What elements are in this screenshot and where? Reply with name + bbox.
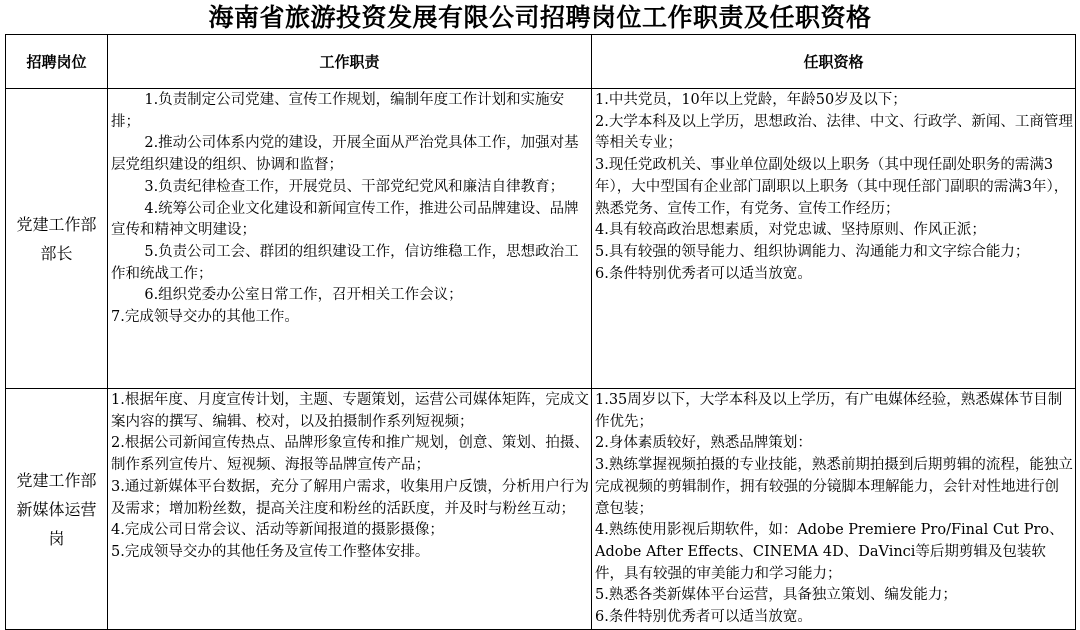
table-row xyxy=(6,89,1076,389)
duty-item: 4.完成公司日常会议、活动等新闻报道的摄影摄像； xyxy=(111,522,444,539)
qualification-item: 6.条件特别优秀者可以适当放宽。 xyxy=(595,609,812,626)
duty-item: 6.组织党委办公室日常工作，召开相关工作会议； xyxy=(144,287,463,304)
qualification-item: 5.熟悉各类新媒体平台运营，具备独立策划、编发能力； xyxy=(595,587,957,604)
qualification-item: 1.35周岁以下，大学本科及以上学历，有广电媒体经验，熟悉媒体节目制作优先； xyxy=(595,392,1063,430)
qualification-item: 3.熟练掌握视频拍摄的专业技能，熟悉前期拍摄到后期剪辑的流程，能独立完成视频的剪辑制作，拥有较强的分镜脚本理解能力，会针对性地进行创意包装； xyxy=(595,457,1073,517)
qualifications-cell xyxy=(592,89,1076,389)
header-duties: 工作职责 xyxy=(108,35,592,89)
duties-cell xyxy=(108,89,592,389)
duty-item: 7.完成领导交办的其他工作。 xyxy=(111,309,299,326)
qualification-item: 1.中共党员，10年以上党龄，年龄50岁及以下； xyxy=(595,92,907,108)
qualification-item: 4.熟练使用影视后期软件，如：Adobe Premiere Pro/Final Cut Pro、Adobe After Effects、CINEMA 4D、DaVinci等后期剪辑及包装软件，具有较强的审美能力和学习能力； xyxy=(595,522,1064,582)
table-header-row xyxy=(6,35,1076,89)
duty-item: 3.负责纪律检查工作，开展党员、干部党纪党风和廉洁自律教育； xyxy=(144,178,565,195)
duty-item: 2.推动公司体系内党的建设，开展全面从严治党具体工作，加强对基层党组织建设的组织、协调和监督； xyxy=(111,135,579,174)
qualification-item: 2.大学本科及以上学历，思想政治、法律、中文、行政学、新闻、工商管理等相关专业； xyxy=(595,113,1073,152)
position-cell: 党建工作部新媒体运营岗 xyxy=(6,389,108,630)
page-title: 海南省旅游投资发展有限公司招聘岗位工作职责及任职资格 xyxy=(208,3,872,32)
duty-item: 4.统筹公司企业文化建设和新闻宣传工作，推进公司品牌建设、品牌宣传和精神文明建设； xyxy=(111,200,579,239)
qualifications-cell xyxy=(592,389,1076,630)
duty-item: 2.根据公司新闻宣传热点、品牌形象宣传和推广规划，创意、策划、拍摄、制作系列宣传片、短视频、海报等品牌宣传产品； xyxy=(111,435,589,474)
job-table xyxy=(5,34,1076,630)
qualification-item: 2.身体素质较好，熟悉品牌策划： xyxy=(595,435,812,452)
table-row xyxy=(6,389,1076,630)
qualification-item: 5.具有较强的领导能力、组织协调能力、沟通能力和文字综合能力； xyxy=(595,243,1030,260)
duty-item: 5.完成领导交办的其他任务及宣传工作整体安排。 xyxy=(111,543,430,560)
duty-item: 3.通过新媒体平台数据，充分了解用户需求，收集用户反馈，分析用户行为及需求；增加粉丝数，提高关注度和粉丝的活跃度，并及时与粉丝互动； xyxy=(111,478,589,517)
header-qualifications: 任职资格 xyxy=(592,35,1076,89)
qualification-item: 4.具有较高政治思想素质，对党忠诚、坚持原则、作风正派； xyxy=(595,222,986,239)
qualification-item: 3.现任党政机关、事业单位副处级以上职务（其中现任副处职务的需满3年），大中型国有企业部门副职以上职务（其中现任部门副职的需满3年），熟悉党务、宣传工作，有党务、宣传工作经历； xyxy=(595,157,1069,217)
duty-item: 1.根据年度、月度宣传计划，主题、专题策划，运营公司媒体矩阵，完成文案内容的撰写、编辑、校对，以及拍摄制作系列短视频； xyxy=(111,392,589,430)
duty-item: 1.负责制定公司党建、宣传工作规划，编制年度工作计划和实施安排； xyxy=(111,92,565,130)
duties-cell xyxy=(108,389,592,630)
qualification-item: 6.条件特别优秀者可以适当放宽。 xyxy=(595,265,812,282)
header-position: 招聘岗位 xyxy=(6,35,108,89)
duty-item: 5.负责公司工会、群团的组织建设工作，信访维稳工作，思想政治工作和统战工作； xyxy=(111,243,579,282)
position-cell: 党建工作部部长 xyxy=(6,89,108,389)
